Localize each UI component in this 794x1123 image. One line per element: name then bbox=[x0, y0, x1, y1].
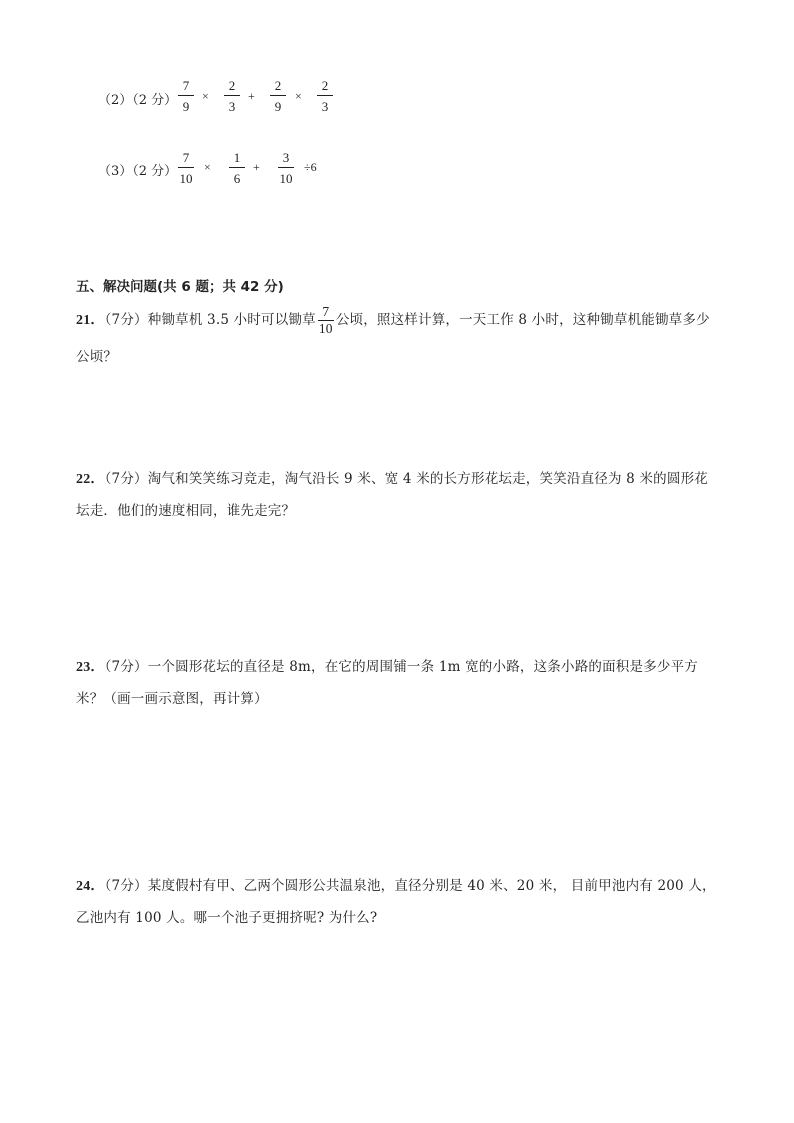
divide-expression: ÷6 bbox=[304, 160, 317, 174]
fraction: 7 10 bbox=[179, 150, 193, 186]
times-operator: × bbox=[204, 160, 211, 174]
calc-item-label: （2）（2 分） bbox=[98, 93, 178, 108]
question-22-line2: 坛走．他们的速度相同，谁先走完？ bbox=[76, 503, 296, 519]
fraction: $\frac{7}{10}$ bbox=[318, 304, 333, 336]
question-23-line2: 米？（画一画示意图，再计算） bbox=[76, 691, 268, 707]
fraction: 2 3 bbox=[315, 78, 335, 114]
times-operator: × bbox=[295, 89, 302, 103]
plus-operator: + bbox=[253, 160, 260, 174]
question-22: 22．（7分）淘气和笑笑练习竞走，淘气沿长 9 米、宽 4 米的长方形花坛走，笑笑沿直径为 8 米的圆形花 bbox=[76, 471, 708, 487]
question-23: 23．（7分）一个圆形花坛的直径是 8m，在它的周围铺一条 1m 宽的小路，这条小路的面积是多少平方 bbox=[76, 659, 699, 675]
plus-operator: + bbox=[248, 89, 255, 103]
question-21-line2: 公顷？ bbox=[76, 349, 118, 365]
fraction: 2 9 bbox=[268, 78, 288, 114]
fraction: 1 6 bbox=[227, 150, 247, 186]
section-heading: 五、解决问题(共 6 题；共 42 分) bbox=[76, 279, 284, 295]
calc-item-label: （3）（2 分） bbox=[98, 164, 178, 179]
times-operator: × bbox=[202, 89, 209, 103]
fraction: 2 3 bbox=[222, 78, 242, 114]
fraction: 7 9 bbox=[176, 78, 196, 114]
question-24: 24．（7分）某度假村有甲、乙两个圆形公共温泉池，直径分别是 40 米、20 米， 目前甲池内有 200 人， bbox=[76, 878, 716, 894]
question-24-line2: 乙池内有 100 人。哪一个池子更拥挤呢? 为什么? bbox=[76, 910, 378, 926]
question-21: 21．（7分）种锄草机 3.5 小时可以锄草 $\frac{7}{10}$ 公顷，照这样计算，一天工作 8 小时，这种锄草机能锄草多少 bbox=[76, 304, 710, 336]
fraction: 3 10 bbox=[279, 150, 293, 186]
